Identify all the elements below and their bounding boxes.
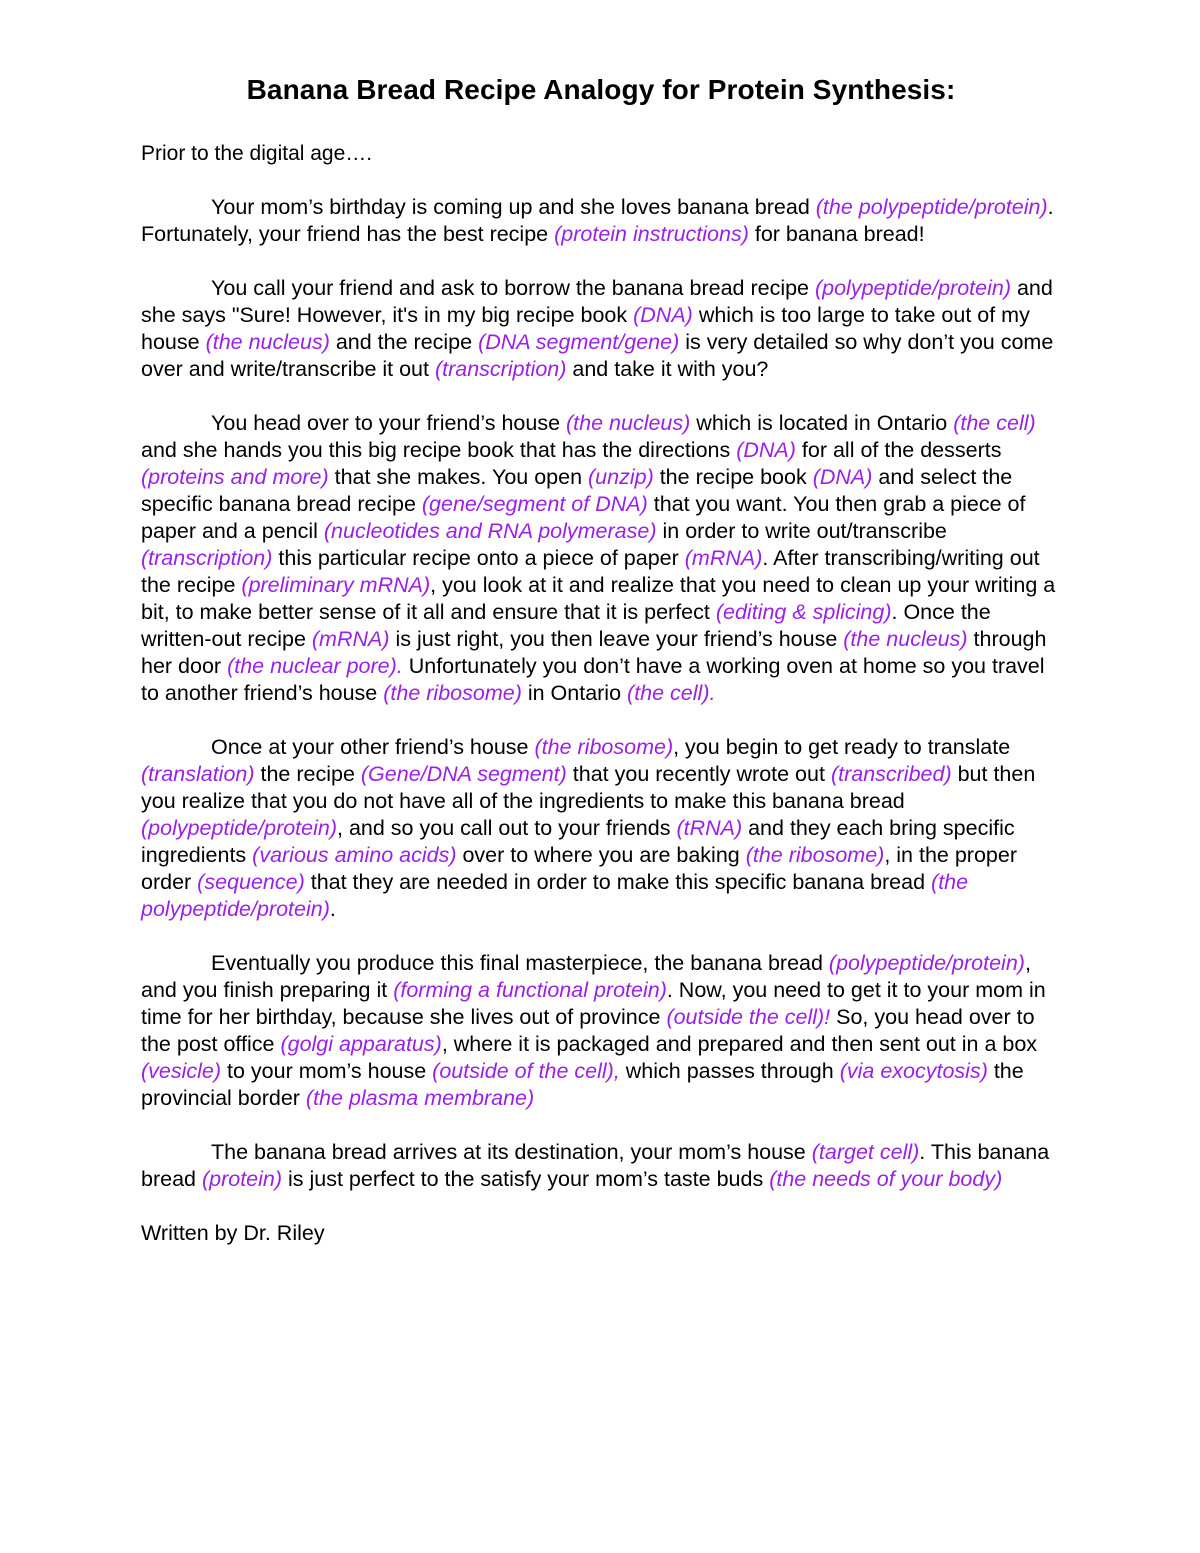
paragraph-text: , where it is packaged and prepared and then sent out in a box: [441, 1032, 1038, 1056]
analogy-annotation: (the nucleus): [205, 330, 330, 354]
analogy-annotation: (the nuclear pore).: [227, 654, 403, 678]
paragraph-text: is just perfect to the satisfy your mom’s taste buds: [282, 1167, 770, 1191]
analogy-annotation: (the cell): [953, 411, 1036, 435]
paragraph-text: and they each bring specific ingredients: [141, 816, 1015, 867]
analogy-annotation: (DNA): [812, 465, 873, 489]
paragraph-text: . This banana bread: [141, 1140, 1050, 1191]
analogy-annotation: (Gene/DNA segment): [360, 762, 567, 786]
paragraph-text: which passes through: [619, 1059, 840, 1083]
analogy-annotation: (protein instructions): [554, 222, 749, 246]
intro-line: Prior to the digital age….: [141, 142, 373, 165]
analogy-annotation: (polypeptide/protein): [814, 276, 1011, 300]
paragraph-text: Unfortunately you don’t have a working oven at home so you travel to another friend’s house: [141, 654, 1045, 705]
story-paragraph: [141, 275, 1061, 383]
paragraph-text: that you want. You then grab a piece of paper and a pencil: [141, 492, 1026, 543]
document-title: Banana Bread Recipe Analogy for Protein Synthesis:: [246, 74, 956, 105]
paragraph-text: for all of the desserts: [795, 438, 1002, 462]
paragraph-text: Eventually you produce this final masterpiece, the banana bread: [211, 951, 829, 975]
analogy-annotation: (forming a functional protein): [393, 978, 667, 1002]
paragraph-text: that you recently wrote out: [566, 762, 831, 786]
paragraph-text: in Ontario: [521, 681, 628, 705]
analogy-annotation: (tRNA): [676, 816, 743, 840]
paragraph-text: for banana bread!: [748, 222, 925, 246]
paragraph-text: . Once the written-out recipe: [141, 600, 991, 651]
analogy-annotation: (preliminary mRNA): [241, 573, 431, 597]
paragraph-text: but then you realize that you do not have all of the ingredients to make this banana bread: [141, 762, 1036, 813]
story-paragraph: [141, 410, 1061, 707]
paragraph-text: is just right, you then leave your friend’s house: [389, 627, 844, 651]
analogy-annotation: (via exocytosis): [839, 1059, 988, 1083]
story-paragraph: [141, 950, 1061, 1112]
analogy-annotation: (the ribosome): [745, 843, 885, 867]
analogy-annotation: (golgi apparatus): [280, 1032, 442, 1056]
analogy-annotation: (unzip): [588, 465, 654, 489]
paragraph-text: and select the specific banana bread recipe: [141, 465, 1013, 516]
paragraph-text: and she says "Sure! However, it's in my big recipe book: [141, 276, 1053, 327]
paragraph-text: The banana bread arrives at its destination, your mom’s house: [211, 1140, 812, 1164]
paragraph-text: . After transcribing/writing out the recipe: [141, 546, 1040, 597]
analogy-annotation: (transcription): [141, 546, 273, 570]
paragraph-text: the provincial border: [141, 1059, 1024, 1110]
analogy-annotation: (gene/segment of DNA): [421, 492, 648, 516]
analogy-annotation: (sequence): [197, 870, 305, 894]
story-paragraph: [141, 194, 1061, 248]
analogy-annotation: (the polypeptide/protein): [815, 195, 1048, 219]
analogy-annotation: (DNA): [633, 303, 693, 327]
paragraph-text: and take it with you?: [566, 357, 769, 381]
analogy-annotation: (mRNA): [311, 627, 390, 651]
analogy-annotation: (polypeptide/protein): [828, 951, 1025, 975]
analogy-annotation: (editing & splicing): [715, 600, 892, 624]
paragraph-text: , and so you call out to your friends: [337, 816, 677, 840]
story-paragraph: [141, 734, 1061, 923]
paragraph-text: .: [329, 897, 336, 921]
paragraph-text: , you look at it and realize that you need to clean up your writing a bit, to make better sense of it all and ensure that it is perfect: [141, 573, 1056, 624]
analogy-annotation: (the plasma membrane): [305, 1086, 535, 1110]
paragraph-text: over to where you are baking: [456, 843, 746, 867]
paragraph-text: Your mom’s birthday is coming up and she loves banana bread: [211, 195, 816, 219]
paragraph-text: . Fortunately, your friend has the best recipe: [141, 195, 1054, 246]
paragraph-text: , you begin to get ready to translate: [673, 735, 1011, 759]
story-body: [141, 194, 1061, 1193]
paragraph-text: the recipe: [254, 762, 361, 786]
analogy-annotation: (DNA): [736, 438, 796, 462]
analogy-annotation: (the ribosome): [534, 735, 674, 759]
paragraph-text: and the recipe: [329, 330, 479, 354]
analogy-annotation: (nucleotides and RNA polymerase): [323, 519, 657, 543]
paragraph-text: that they are needed in order to make this specific banana bread: [304, 870, 932, 894]
story-paragraph: [141, 1139, 1061, 1193]
paragraph-text: the recipe book: [653, 465, 813, 489]
analogy-annotation: (the polypeptide/protein): [141, 870, 969, 921]
paragraph-text: this particular recipe onto a piece of paper: [272, 546, 685, 570]
paragraph-text: , in the proper order: [141, 843, 1017, 894]
paragraph-text: to your mom’s house: [221, 1059, 433, 1083]
paragraph-text: through her door: [141, 627, 1047, 678]
author-signature: Written by Dr. Riley: [141, 1221, 325, 1245]
analogy-annotation: (outside of the cell),: [432, 1059, 620, 1083]
paragraph-text: . Now, you need to get it to your mom in time for her birthday, because she lives out of province: [141, 978, 1046, 1029]
paragraph-text: Once at your other friend’s house: [211, 735, 535, 759]
paragraph-text: that she makes. You open: [328, 465, 589, 489]
analogy-annotation: (transcribed): [830, 762, 952, 786]
analogy-annotation: (the needs of your body): [769, 1167, 1003, 1191]
analogy-annotation: (transcription): [434, 357, 567, 381]
analogy-annotation: (target cell): [811, 1140, 920, 1164]
paragraph-text: So, you head over to the post office: [141, 1005, 1035, 1056]
paragraph-text: You call your friend and ask to borrow the banana bread recipe: [211, 276, 815, 300]
paragraph-text: which is too large to take out of my house: [141, 303, 1030, 354]
paragraph-text: You head over to your friend’s house: [211, 411, 567, 435]
paragraph-text: in order to write out/transcribe: [656, 519, 947, 543]
analogy-annotation: (various amino acids): [252, 843, 457, 867]
analogy-annotation: (the nucleus): [843, 627, 968, 651]
paragraph-text: , and you finish preparing it: [141, 951, 1031, 1002]
analogy-annotation: (mRNA): [684, 546, 763, 570]
analogy-annotation: (protein): [201, 1167, 283, 1191]
analogy-annotation: (the ribosome): [383, 681, 522, 705]
analogy-annotation: (vesicle): [141, 1059, 222, 1083]
analogy-annotation: (polypeptide/protein): [141, 816, 338, 840]
paragraph-text: and she hands you this big recipe book that has the directions: [141, 438, 737, 462]
paragraph-text: is very detailed so why don’t you come over and write/transcribe it out: [141, 330, 1054, 381]
analogy-annotation: (translation): [141, 762, 255, 786]
document-page: [141, 70, 1061, 1247]
analogy-annotation: (proteins and more): [141, 465, 329, 489]
analogy-annotation: (the nucleus): [566, 411, 691, 435]
paragraph-text: which is located in Ontario: [690, 411, 954, 435]
analogy-annotation: (outside the cell)!: [666, 1005, 831, 1029]
analogy-annotation: (DNA segment/gene): [478, 330, 680, 354]
analogy-annotation: (the cell).: [627, 681, 716, 705]
